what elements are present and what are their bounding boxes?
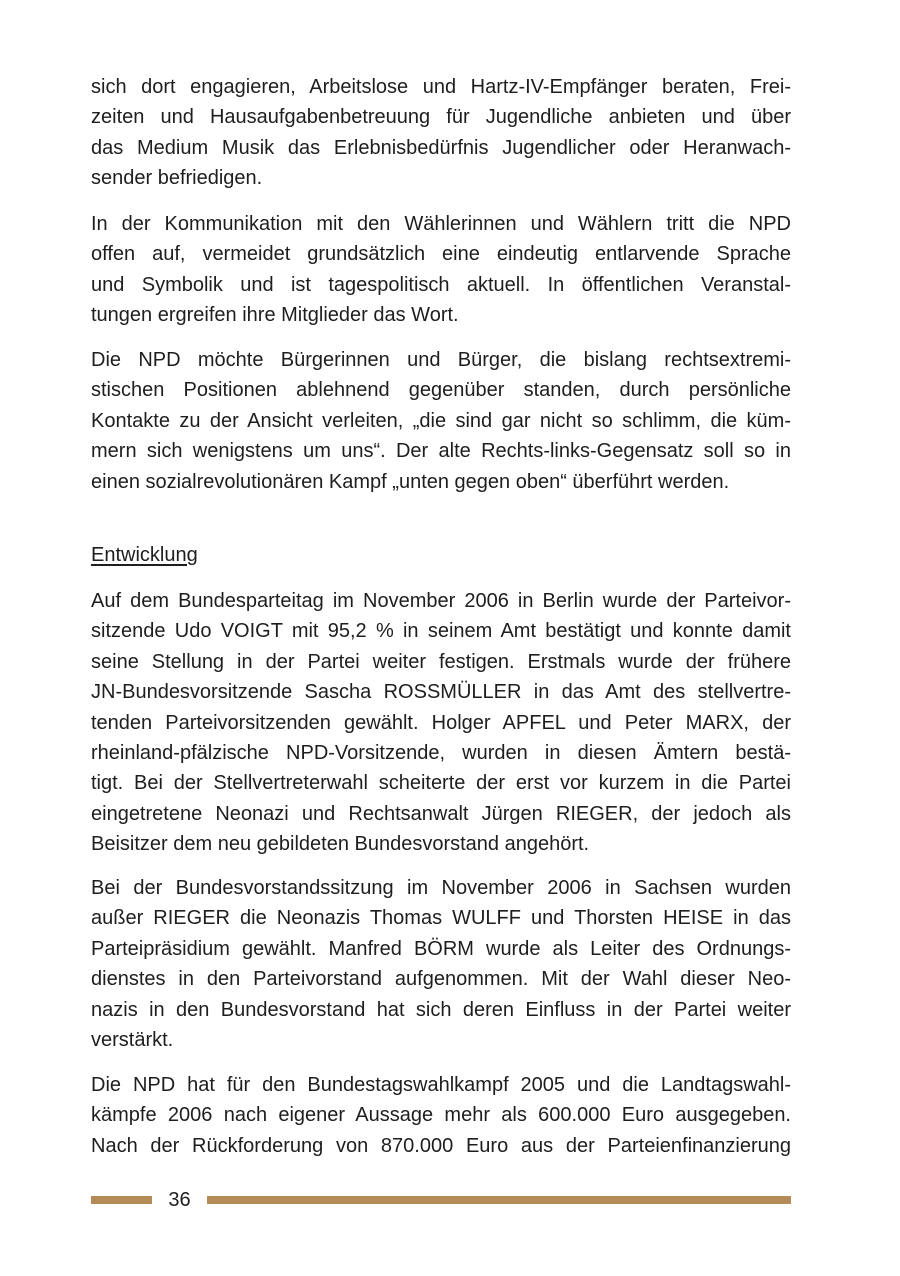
text-line: In der Kommunikation mit den Wählerinnen und Wählern tritt die NPD <box>91 213 791 235</box>
text-line: das Medium Musik das Erlebnisbedürfnis Jugendlicher oder Heranwach- <box>91 136 791 159</box>
text-line: dienstes in den Parteivorstand aufgenommen. Mit der Wahl dieser Neo- <box>91 968 791 991</box>
text-line: tungen ergreifen ihre Mitglieder das Wort. <box>91 304 459 327</box>
paragraph-communication <box>91 209 791 331</box>
text-line: Parteipräsidium gewählt. Manfred BÖRM wurde als Leiter des Ordnungs- <box>91 937 791 960</box>
paragraph-engagement <box>91 72 791 194</box>
text-line: zeiten und Hausaufgabenbetreuung für Jugendliche anbieten und über <box>91 106 791 129</box>
text-line: nazis in den Bundesvorstand hat sich deren Einfluss in der Partei weiter <box>91 998 791 1021</box>
footer-rule-right <box>207 1196 791 1204</box>
text-line: einen sozialrevolutionären Kampf „unten gegen oben“ überführt werden. <box>91 470 730 493</box>
text-line: sitzende Udo VOIGT mit 95,2 % in seinem Amt bestätigt und konnte damit <box>91 620 791 643</box>
page-number: 36 <box>168 1189 191 1211</box>
paragraph-board-meeting <box>91 873 791 1055</box>
text-line: Kontakte zu der Ansicht verleiten, „die sind gar nicht so schlimm, die küm- <box>91 409 791 432</box>
text-line: Beisitzer dem neu gebildeten Bundesvorstand angehört. <box>91 833 590 856</box>
text-line: Auf dem Bundesparteitag im November 2006 in Berlin wurde der Parteivor- <box>91 590 791 612</box>
text-line: Die NPD hat für den Bundestagswahlkampf 2005 und die Landtagswahl- <box>91 1074 791 1096</box>
paragraph-citizens <box>91 345 791 497</box>
text-line: und Symbolik und ist tagespolitisch aktuell. In öffentlichen Veranstal- <box>91 273 791 296</box>
text-line: sich dort engagieren, Arbeitslose und Hartz-IV-Empfänger beraten, Frei- <box>91 76 791 98</box>
text-line: seine Stellung in der Partei weiter festigen. Erstmals wurde der frühere <box>91 650 791 673</box>
text-line: eingetretene Neonazi und Rechtsanwalt Jürgen RIEGER, der jedoch als <box>91 802 791 825</box>
text-line: Die NPD möchte Bürgerinnen und Bürger, die bislang rechtsextremi- <box>91 349 791 371</box>
text-line: tigt. Bei der Stellvertreterwahl scheiterte der erst vor kurzem in die Partei <box>91 772 791 795</box>
text-line: JN-Bundesvorsitzende Sascha ROSSMÜLLER in das Amt des stellvertre- <box>91 681 791 704</box>
text-line: rheinland-pfälzische NPD-Vorsitzende, wurden in diesen Ämtern bestä- <box>91 742 791 765</box>
text-line: Bei der Bundesvorstandssitzung im November 2006 in Sachsen wurden <box>91 877 791 899</box>
text-line: stischen Positionen ablehnend gegenüber standen, durch persönliche <box>91 379 791 402</box>
footer-rule-left <box>91 1196 152 1204</box>
text-line: verstärkt. <box>91 1029 174 1052</box>
text-line: offen auf, vermeidet grundsätzlich eine eindeutig entlarvende Sprache <box>91 243 791 266</box>
text-line: Nach der Rückforderung von 870.000 Euro aus der Parteienfinanzierung <box>91 1134 791 1157</box>
text-line: sender befriedigen. <box>91 167 263 190</box>
text-line: außer RIEGER die Neonazis Thomas WULFF und Thorsten HEISE in das <box>91 907 791 930</box>
paragraph-finances <box>91 1070 791 1161</box>
section-heading: Entwicklung <box>91 544 198 566</box>
text-line: tenden Parteivorsitzenden gewählt. Holger APFEL und Peter MARX, der <box>91 711 791 734</box>
text-line: mern sich wenigstens um uns“. Der alte Rechts-links-Gegensatz soll so in <box>91 440 791 463</box>
text-line: kämpfe 2006 nach eigener Aussage mehr als 600.000 Euro ausgegeben. <box>91 1104 791 1127</box>
paragraph-party-congress <box>91 586 791 860</box>
